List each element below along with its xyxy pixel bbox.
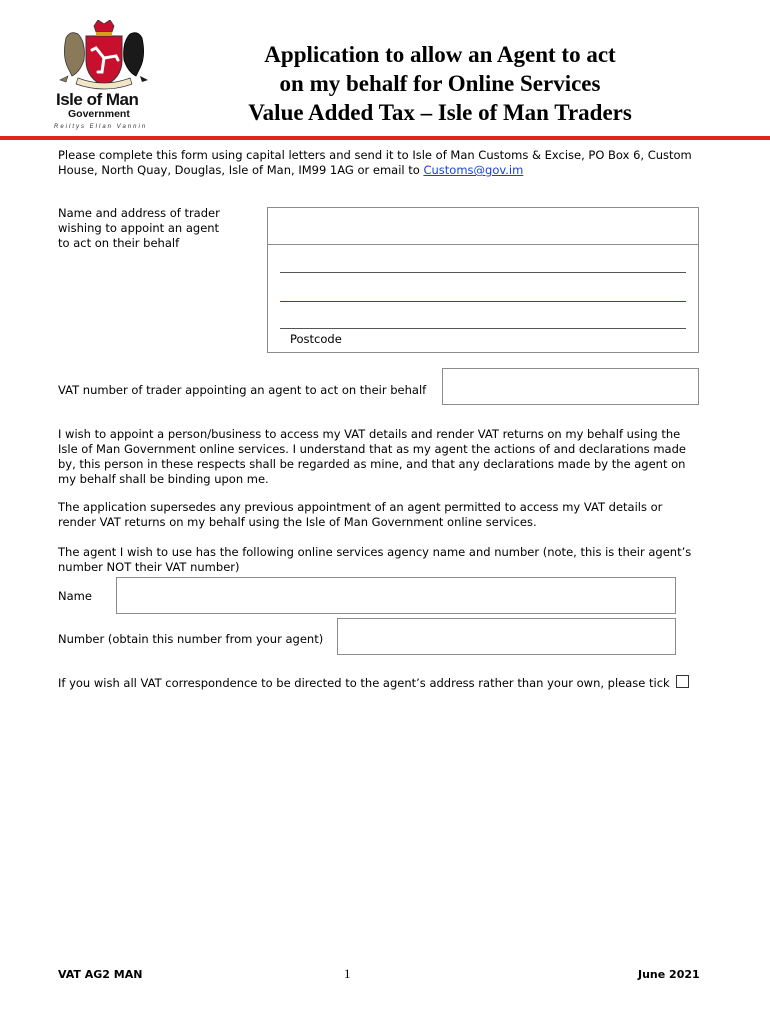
agent-name-label: Name	[58, 589, 92, 603]
trader-label-line-1: Name and address of trader	[58, 206, 220, 220]
vat-number-label: VAT number of trader appointing an agent to act on their behalf	[58, 383, 427, 397]
agent-info-line-1: The agent I wish to use has the following online services agency name and number (note, this is their agent’s	[58, 545, 692, 559]
declaration-line-4: my behalf shall be binding upon me.	[58, 472, 269, 486]
trader-name-field[interactable]	[267, 207, 699, 245]
title-line-3: Value Added Tax – Isle of Man Traders	[248, 100, 632, 125]
intro-line-2-text: House, North Quay, Douglas, Isle of Man, IM99 1AG or email to	[58, 163, 424, 177]
agent-number-label: Number (obtain this number from your agent)	[58, 632, 324, 646]
intro-line-1: Please complete this form using capital letters and send it to Isle of Man Customs & Excise, PO Box 6, Custom	[58, 148, 692, 162]
logo-subname: Government	[68, 108, 130, 120]
agent-name-field[interactable]	[116, 577, 676, 614]
logo-name: Isle of Man	[56, 90, 139, 109]
trader-label-line-2: wishing to appoint an agent	[58, 221, 220, 235]
address-line-3[interactable]	[280, 328, 686, 329]
header-divider	[0, 136, 770, 140]
intro-text	[58, 148, 738, 178]
address-line-1[interactable]	[280, 272, 686, 273]
supersedes-line-1: The application supersedes any previous appointment of an agent permitted to access my VAT details or	[58, 500, 663, 514]
logo	[54, 20, 154, 135]
postcode-label: Postcode	[290, 332, 342, 346]
title-line-2: on my behalf for Online Services	[279, 71, 601, 96]
declaration-line-2: Isle of Man Government online services. I understand that as my agent the actions of and declarations made	[58, 442, 686, 456]
email-link[interactable]: Customs@gov.im	[423, 163, 524, 177]
coat-of-arms-icon	[56, 20, 152, 90]
trader-address-field[interactable]	[267, 244, 699, 353]
correspondence-checkbox[interactable]	[676, 675, 689, 688]
supersedes-paragraph	[58, 500, 748, 530]
logo-motto: Reiltys Ellan Vannin	[54, 124, 148, 130]
agent-info-paragraph	[58, 545, 758, 575]
vat-number-field[interactable]	[442, 368, 699, 405]
declaration-line-3: by, this person in these respects shall be regarded as mine, and that any declarations made by the agent on	[58, 457, 686, 471]
agent-number-field[interactable]	[337, 618, 676, 655]
page-number: 1	[344, 966, 351, 981]
address-line-2[interactable]	[280, 301, 686, 302]
form-code: VAT AG2 MAN	[58, 968, 143, 981]
agent-info-line-2: number NOT their VAT number)	[58, 560, 240, 574]
form-date: June 2021	[638, 968, 700, 981]
correspondence-label: If you wish all VAT correspondence to be directed to the agent’s address rather than your own, please tick	[58, 676, 670, 690]
trader-label	[58, 206, 220, 251]
trader-label-line-3: to act on their behalf	[58, 236, 180, 250]
declaration-paragraph	[58, 427, 748, 487]
title-line-1: Application to allow an Agent to act	[264, 42, 616, 67]
intro-line-2	[58, 163, 738, 178]
page-title	[180, 40, 700, 127]
declaration-line-1: I wish to appoint a person/business to access my VAT details and render VAT returns on my behalf using the	[58, 427, 681, 441]
supersedes-line-2: render VAT returns on my behalf using the Isle of Man Government online services.	[58, 515, 537, 529]
